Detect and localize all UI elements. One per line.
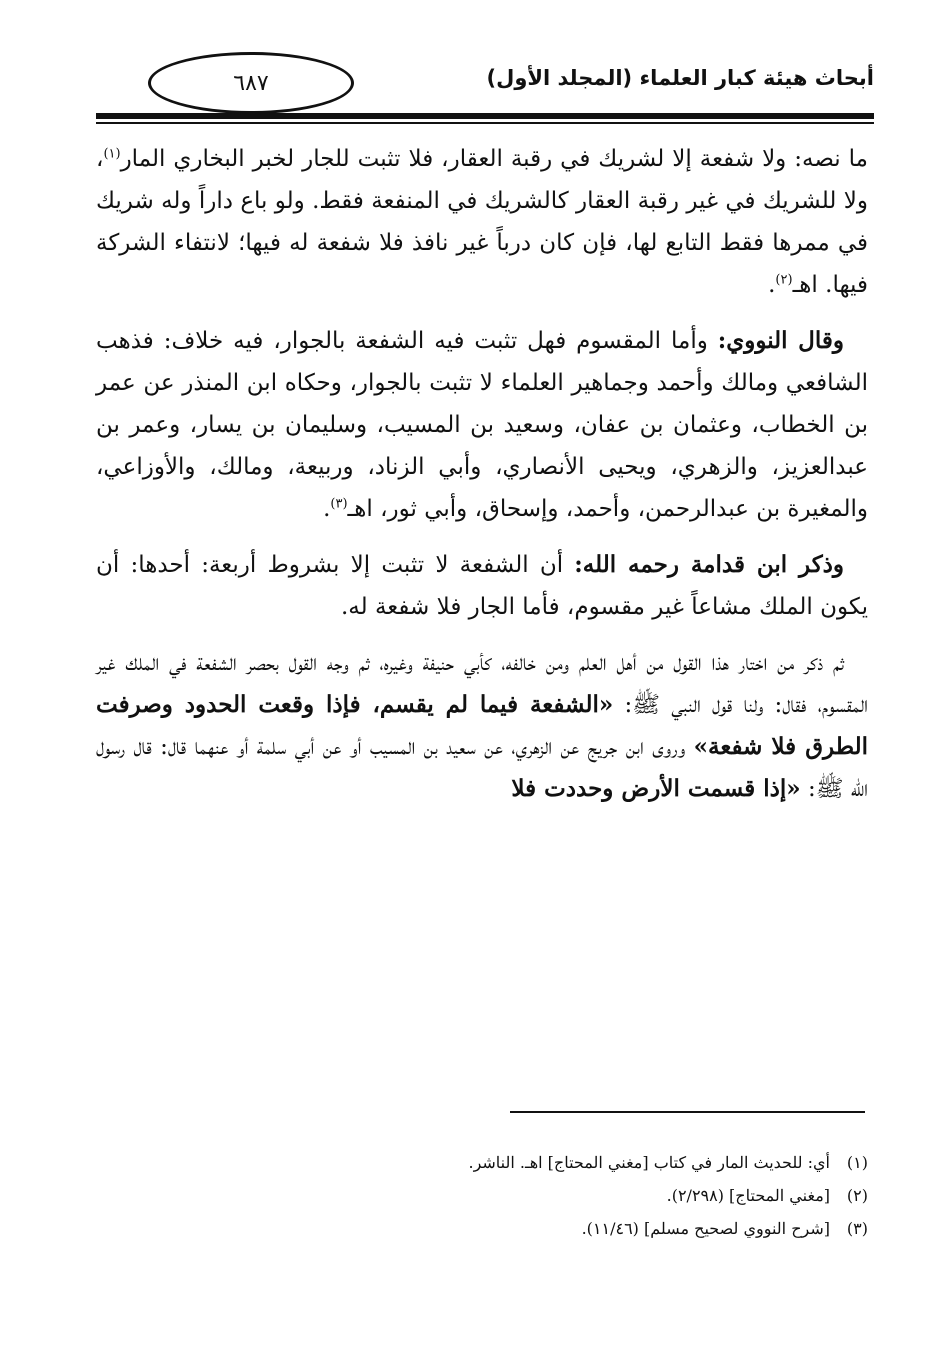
paragraph-1-text-b: ، ولا للشريك في غير رقبة العقار كالشريك في المنفعة فقط. ولو باع داراً وله شريك في ممرها فقط التابع لها، فإن كان درباً غير نافذ فلا شفعة له فيها؛ لانتفاء الشركة فيها. اهـ [96, 146, 868, 298]
paragraph-3-lead: وذكر ابن قدامة رحمه الله: [574, 551, 844, 578]
main-text [96, 138, 868, 824]
footnotes [96, 1146, 868, 1245]
paragraph-3-text: أن الشفعة لا تثبت إلا بشروط أربعة: أحدها: أن يكون الملك مشاعاً غير مقسوم، فأما الجار فلا شفعة له. [96, 552, 868, 620]
footnote-ref-3: (٣) [330, 496, 348, 512]
paragraph-3 [96, 544, 868, 628]
footnote-ref-2: (٢) [775, 272, 793, 288]
footnote-2-text: [مغني المحتاج] (٢/٢٩٨). [666, 1186, 830, 1205]
footnote-3-text: [شرح النووي لصحيح مسلم] (١١/٤٦). [581, 1219, 830, 1238]
paragraph-1-text-a: ما نصه: ولا شفعة إلا لشريك في رقبة العقار، فلا تثبت للجار لخبر البخاري المار [120, 146, 868, 172]
paragraph-4-text-b: وروى ابن جريج عن الزهري، عن سعيد بن المسيب أو عن أبي سلمة أو عنهما قال: قال رسول الله ﷺ: [96, 734, 868, 802]
footnote-3-number: (٣) [846, 1219, 868, 1238]
paragraph-2-lead: وقال النووي: [717, 327, 844, 354]
page-number: ٦٨٧ [148, 52, 354, 114]
footnote-1-number: (١) [846, 1153, 868, 1172]
paragraph-2-text-a: وأما المقسوم فهل تثبت فيه الشفعة بالجوار، فيه خلاف: فذهب الشافعي ومالك وأحمد وجماهير العلماء لا تثبت بالجوار، وحكاه ابن المنذر عن عمر بن الخطاب، وعثمان بن عفان، وسعيد بن المسيب، وسليمان بن يسار، وعمر بن عبدالعزيز، والزهري، ويحيى الأنصاري، وأبي الزناد، وربيعة، ومالك، والأوزاعي، والمغيرة بن عبدالرحمن، وأحمد، وإسحاق، وأبي ثور، اهـ [96, 328, 868, 522]
paragraph-1 [96, 138, 868, 306]
footnote-2 [96, 1179, 868, 1212]
paragraph-2 [96, 320, 868, 530]
paragraph-2-text-b: . [323, 496, 331, 522]
hadith-quote-2: «إذا قسمت الأرض وحددت فلا [511, 775, 801, 802]
footnote-2-number: (٢) [846, 1186, 868, 1205]
hadith-quote-1: «الشفعة فيما لم يقسم، فإذا وقعت الحدود وصرفت الطرق فلا شفعة» [96, 691, 868, 760]
paragraph-1-text-c: . [768, 272, 776, 298]
footnote-ref-1: (١) [103, 146, 121, 162]
running-title: أبحاث هيئة كبار العلماء (المجلد الأول) [486, 66, 874, 90]
footnote-1-text: أي: للحديث المار في كتاب [مغني المحتاج] اهـ. الناشر. [468, 1153, 830, 1172]
footnote-1 [96, 1146, 868, 1179]
footnote-3 [96, 1212, 868, 1245]
paragraph-4-text-a: ثم ذكر من اختار هذا القول من أهل العلم ومن خالفه، كأبي حنيفة وغيره، ثم وجه القول بحصر الشفعة في الملك غير المقسوم، فقال: ولنا قول النبي ﷺ: [96, 650, 868, 718]
footnote-separator [510, 1111, 865, 1113]
paragraph-4 [96, 642, 868, 810]
header-rule-thick [96, 113, 874, 119]
header-rule-thin [96, 122, 874, 124]
